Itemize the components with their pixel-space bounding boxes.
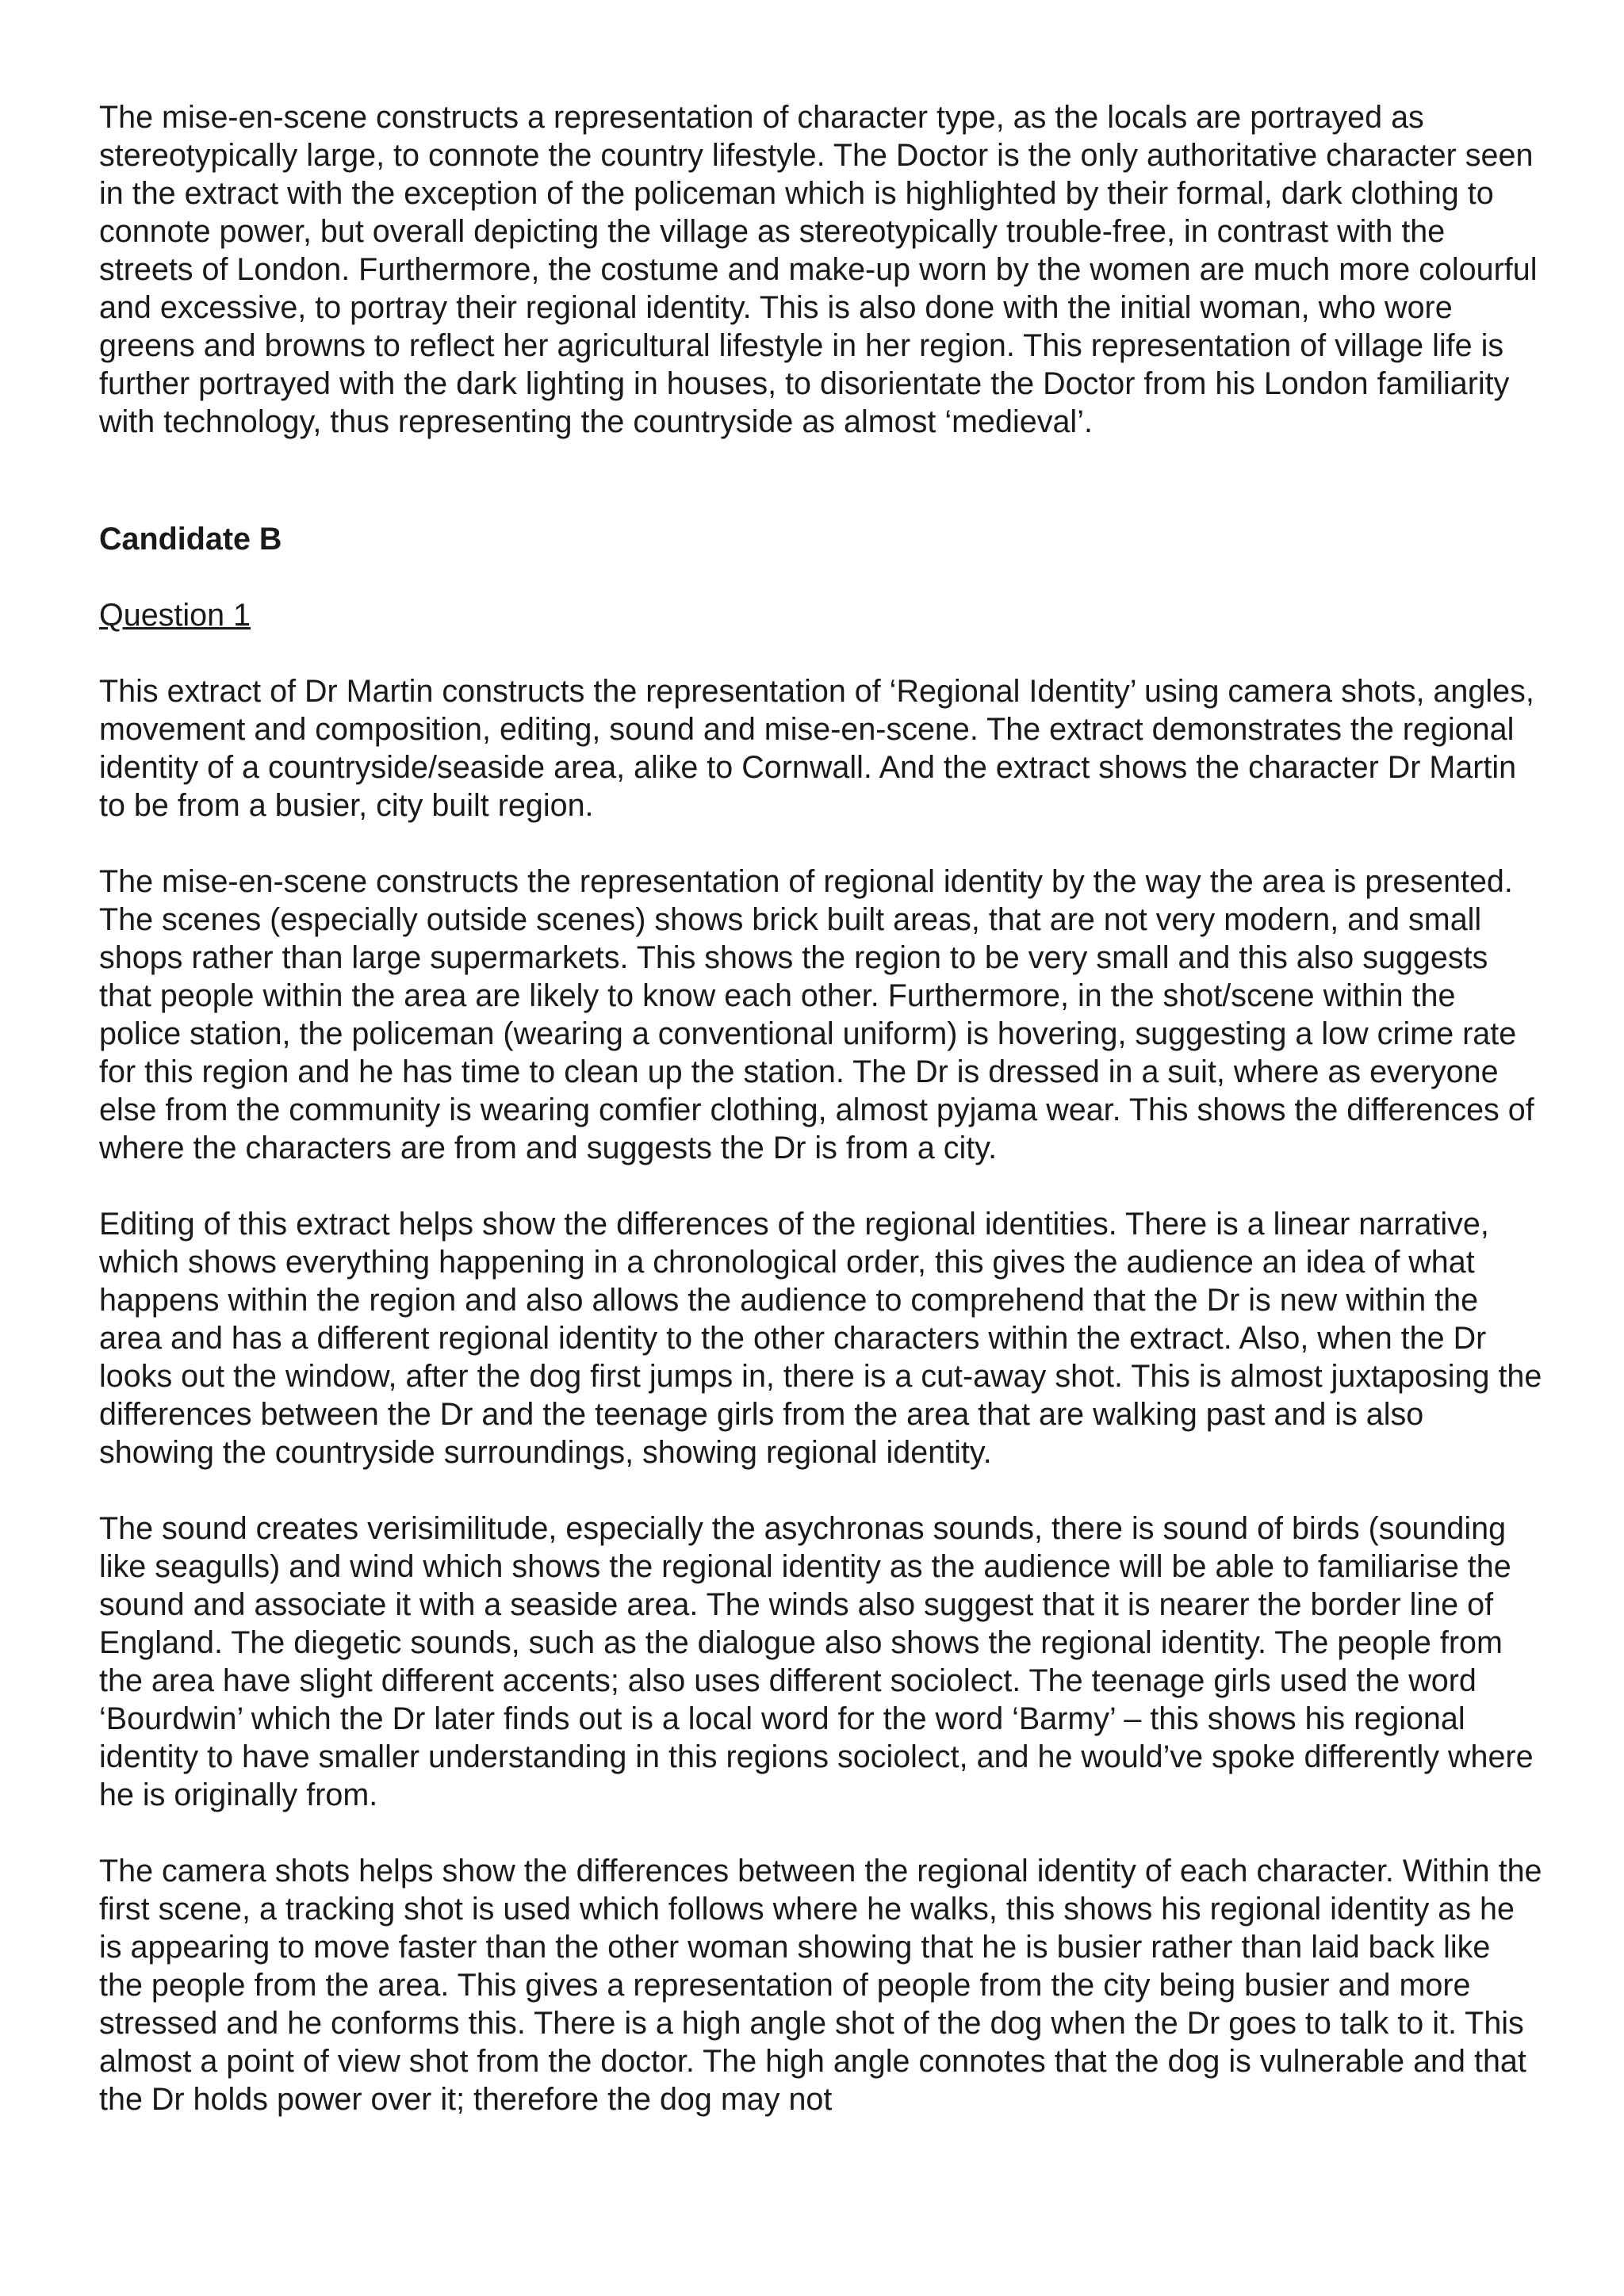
intro-paragraph: The mise-en-scene constructs a representation of character type, as the locals are portrayed as stereotypically large, to connote the country lifestyle. The Doctor is the only authoritative character seen in the extract with the exception of the policeman which is highlighted by their formal, dark clothing to connote power, but overall depicting the village as stereotypically trouble-free, in contrast with the streets of London. Furthermore, the costume and make-up worn by the women are much more colourful and excessive, to portray their regional identity. This is also done with the initial woman, who wore greens and browns to reflect her agricultural lifestyle in her region. This representation of village life is further portrayed with the dark lighting in houses, to disorientate the Doctor from his London familiarity with technology, thus representing the countryside as almost ‘medieval’. (99, 100, 1538, 439)
body-paragraph-1: This extract of Dr Martin constructs the representation of ‘Regional Identity’ using camera shots, angles, movement and composition, editing, sound and mise-en-scene. The extract demonstrates the regional identity of a countryside/seaside area, alike to Cornwall. And the extract shows the character Dr Martin to be from a busier, city built region. (99, 674, 1534, 823)
body-paragraph-2: The mise-en-scene constructs the representation of regional identity by the way the area is presented. The scenes (especially outside scenes) shows brick built areas, that are not very modern, and small shops rather than large supermarkets. This shows the region to be very small and this also suggests that people within the area are likely to know each other. Furthermore, in the shot/scene within the police station, the policeman (wearing a conventional uniform) is hovering, suggesting a low crime rate for this region and he has time to clean up the station. The Dr is dressed in a suit, where as everyone else from the community is wearing comfier clothing, almost pyjama wear. This shows the differences of where the characters are from and suggests the Dr is from a city. (99, 864, 1534, 1165)
body-paragraph-3: Editing of this extract helps show the differences of the regional identities. There is a linear narrative, which shows everything happening in a chronological order, this gives the audience an idea of what happens within the region and also allows the audience to comprehend that the Dr is new within the area and has a different regional identity to the other characters within the extract. Also, when the Dr looks out the window, after the dog first jumps in, there is a cut-away shot. This is almost juxtaposing the differences between the Dr and the teenage girls from the area that are walking past and is also showing the countryside surroundings, showing regional identity. (99, 1207, 1542, 1470)
body-paragraph-5: The camera shots helps show the differences between the regional identity of each character. Within the first scene, a tracking shot is used which follows where he walks, this shows his regional identity as he is appearing to move faster than the other woman showing that he is busier rather than laid back like the people from the area. This gives a representation of people from the city being busier and more stressed and he conforms this. There is a high angle shot of the dog when the Dr goes to talk to it. This almost a point of view shot from the doctor. The high angle connotes that the dog is vulnerable and that the Dr holds power over it; therefore the dog may not (99, 1854, 1542, 2117)
question-heading: Question 1 (99, 598, 251, 633)
body-paragraph-4: The sound creates verisimilitude, especially the asychronas sounds, there is sound of birds (sounding like seagulls) and wind which shows the regional identity as the audience will be able to familiarise the sound and associate it with a seaside area. The winds also suggest that it is nearer the border line of England. The diegetic sounds, such as the dialogue also shows the regional identity. The people from the area have slight different accents; also uses different sociolect. The teenage girls used the word ‘Bourdwin’ which the Dr later finds out is a local word for the word ‘Barmy’ – this shows his regional identity to have smaller understanding in this regions sociolect, and he would’ve spoke differently where he is originally from. (99, 1511, 1534, 1812)
document-page (99, 98, 1542, 2118)
candidate-heading: Candidate B (99, 522, 282, 557)
